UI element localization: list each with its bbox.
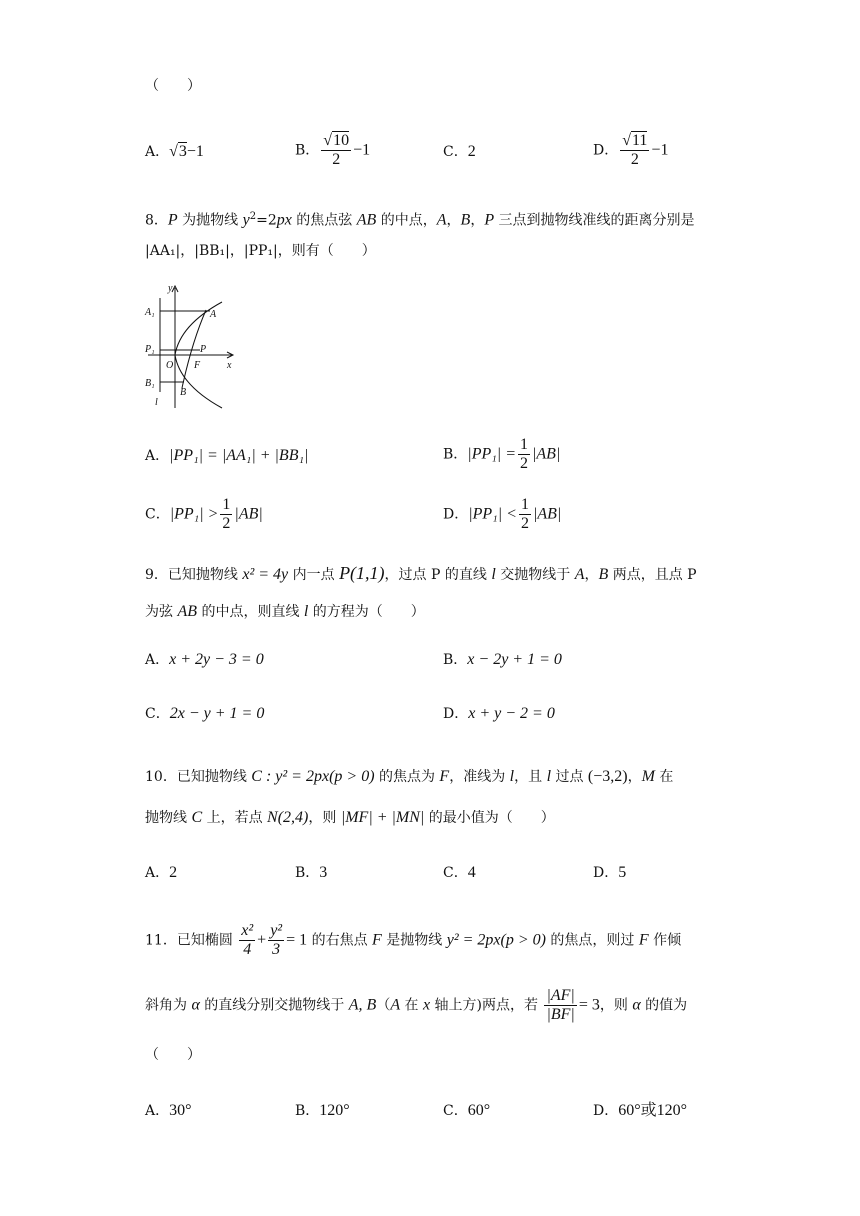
t: |PP₁| < (468, 505, 517, 523)
option-label: B． (295, 142, 320, 159)
t: (−3,2) (587, 768, 628, 785)
t: P(1,1) (339, 563, 385, 583)
t: ， (584, 567, 599, 583)
t: 为抛物线 (177, 212, 243, 229)
option-label: B． (295, 1103, 320, 1119)
t: ， (470, 212, 485, 229)
t: 两点，且点 P (608, 567, 697, 583)
q7-d-den: 2 (630, 151, 639, 168)
label-p1: P₁ (145, 344, 155, 355)
option-label: B． (295, 865, 320, 881)
t: 内一点 (288, 567, 340, 583)
q7-paren: （ ） (145, 78, 201, 94)
t: （ (376, 997, 391, 1014)
q7-c-val: 2 (467, 143, 476, 160)
t: |AB| (532, 445, 561, 463)
q9-option-c (145, 704, 264, 724)
t: ，过点 P 的直线 (384, 567, 492, 583)
t: |MF| + |MN| (340, 809, 425, 826)
q7-b-radicand: 10 (333, 132, 350, 149)
t: P (167, 211, 178, 229)
t: AB (356, 211, 377, 229)
t: ， (627, 769, 642, 785)
t: α (191, 996, 200, 1014)
t: |AF| (546, 987, 575, 1004)
t: 的焦点为 (374, 769, 440, 785)
label-b1: B₁ (145, 378, 155, 389)
t: 的值为 (640, 997, 688, 1014)
t: A (390, 996, 401, 1014)
t: l (303, 603, 309, 620)
q11-option-c (443, 1101, 490, 1121)
q8-parabola-figure (140, 280, 240, 415)
t: 60° (467, 1102, 491, 1119)
q10-option-d (593, 863, 626, 883)
option-label: D． (443, 706, 469, 722)
t: B (598, 566, 609, 583)
option-label: B． (443, 446, 468, 463)
t: 上，若点 (202, 810, 268, 826)
t: A (436, 211, 447, 229)
t: 60°或120° (618, 1102, 688, 1119)
q11-stem-line1 (145, 922, 681, 959)
t: 过点 (551, 769, 588, 785)
label-a: A (210, 309, 217, 320)
t: 2 (222, 515, 231, 532)
t: 在 (400, 997, 423, 1014)
t: 三点到抛物线准线的距离分别是 (494, 212, 695, 229)
t: ， (446, 212, 461, 229)
t: B (460, 211, 471, 229)
q9-stem-line2 (145, 602, 425, 622)
q9-stem-line1 (145, 563, 697, 585)
t: y² (270, 922, 283, 939)
t: N(2,4) (267, 809, 309, 826)
t: 1 (520, 496, 529, 513)
q7-option-b: B． $\frac{√10}{2}$ −1 (295, 132, 371, 168)
label-f: F (194, 360, 201, 371)
label-p: P (200, 344, 207, 355)
option-label: A． (145, 144, 170, 160)
t: px (276, 211, 292, 229)
label-l: l (155, 397, 158, 408)
t: l (491, 566, 496, 583)
t: y² = 2px(p > 0) (446, 931, 546, 949)
q7-d-rest: −1 (651, 141, 669, 159)
q11-paren: （ ） (145, 1047, 201, 1063)
t: 轴上方)两点，若 (430, 997, 543, 1014)
t: x (423, 996, 431, 1014)
label-b: B (180, 387, 187, 398)
q10-stem-line1 (145, 767, 673, 787)
t: ，则 (599, 997, 633, 1014)
t: 2 (169, 864, 178, 881)
t: 的方程为（ ） (308, 604, 425, 620)
t: 为弦 (145, 604, 178, 620)
t: C : y² = 2px(p > 0) (251, 768, 375, 785)
t: 的直线分别交抛物线于 (199, 997, 349, 1014)
t: 在 (654, 769, 674, 785)
option-label: D． (593, 1103, 619, 1119)
t: = 1 (286, 931, 308, 949)
q7-option-c (443, 142, 476, 162)
q7-option-a: A．√3−1 (145, 143, 204, 160)
q11-option-a (145, 1101, 192, 1121)
q10-stem-line2 (145, 808, 555, 828)
t: F (439, 768, 450, 785)
q10-option-a (145, 863, 177, 883)
option-label: D． (443, 506, 469, 523)
t: |PP₁| = (467, 445, 516, 463)
option-label: C． (145, 506, 170, 523)
t: x − 2y + 1 = 0 (467, 651, 562, 668)
t: 的中点，则直线 (197, 604, 304, 620)
q8-option-b (443, 436, 560, 473)
t: 5 (618, 864, 627, 881)
t: F (638, 931, 649, 949)
t: 1 (222, 496, 231, 513)
t: x² (241, 922, 254, 939)
t: 是抛物线 (381, 932, 447, 949)
t: 的中点， (376, 212, 437, 229)
q7-b-den: 2 (332, 151, 341, 168)
t: P (484, 211, 495, 229)
t: 作倾 (648, 932, 682, 949)
t: 交抛物线于 (495, 567, 575, 583)
t: 1 (520, 436, 528, 453)
q7-d-radicand: 11 (632, 132, 648, 149)
label-x: x (227, 360, 232, 371)
q10-option-b (295, 863, 327, 883)
option-label: C． (443, 865, 468, 881)
q8-number: 8． (145, 212, 168, 229)
t: l (546, 768, 552, 785)
t: A, B (348, 996, 377, 1014)
option-label: C． (443, 144, 468, 160)
label-o: O (166, 360, 174, 371)
q8-option-a (145, 446, 308, 466)
option-label: A． (145, 1103, 170, 1119)
t: 3 (272, 941, 281, 958)
q7-b-rest: −1 (353, 141, 371, 159)
t: 抛物线 (145, 810, 192, 826)
t: ，则 (308, 810, 341, 826)
t: l (509, 768, 515, 785)
q8-stem-line1 (145, 207, 695, 231)
t: = 3 (578, 996, 600, 1014)
q7-a-radicand: 3 (178, 143, 187, 160)
q9-option-b (443, 650, 562, 670)
t: x² = 4y (242, 566, 289, 583)
t: 30° (169, 1102, 192, 1119)
t: 3 (319, 864, 328, 881)
label-y: y (168, 283, 173, 294)
option-label: A． (145, 865, 170, 881)
q8-a-text: |PP₁| = |AA₁| + |BB₁| (169, 447, 309, 464)
q9-option-d (443, 704, 555, 724)
option-label: D． (593, 142, 619, 159)
t: 9．已知抛物线 (145, 567, 243, 583)
q11-option-d (593, 1101, 687, 1121)
q7-option-d: D． $\frac{√11}{2}$ −1 (593, 132, 669, 168)
q9-option-a (145, 650, 264, 670)
t: C (191, 809, 203, 826)
t: 4 (467, 864, 476, 881)
t: =2 (256, 212, 277, 229)
t: |PP₁| > (169, 505, 219, 523)
t: x + 2y − 3 = 0 (169, 651, 264, 668)
t: 120° (319, 1102, 350, 1119)
option-label: B． (443, 652, 468, 668)
t: 2x − y + 1 = 0 (169, 705, 265, 722)
q8-option-c (145, 496, 263, 533)
q10-option-c (443, 863, 476, 883)
q7-a-rest: −1 (186, 143, 204, 160)
q11-option-b (295, 1101, 350, 1121)
t: 2 (520, 455, 528, 472)
t: x + y − 2 = 0 (468, 705, 555, 722)
t: |AB| (532, 505, 562, 523)
t: + (257, 931, 267, 949)
option-label: D． (593, 865, 619, 881)
t: 斜角为 (145, 997, 192, 1014)
t: 4 (243, 941, 252, 958)
t: |BF| (546, 1006, 575, 1023)
q8-option-d (443, 496, 561, 533)
option-label: C． (443, 1103, 468, 1119)
option-label: A． (145, 448, 170, 464)
t: 11．已知椭圆 (145, 932, 238, 949)
t: |AB| (234, 505, 263, 523)
q8-stem-line2: |AA₁|，|BB₁|，|PP₁|，则有（ ） (145, 243, 376, 259)
t: 2 (249, 211, 257, 222)
t: 的最小值为（ ） (424, 810, 555, 826)
t: M (641, 768, 655, 785)
t: 的焦点，则过 (545, 932, 639, 949)
label-a1: A₁ (145, 307, 155, 318)
option-label: C． (145, 706, 170, 722)
t: 的焦点弦 (291, 212, 357, 229)
t: ，且 (514, 769, 547, 785)
t: y (242, 211, 250, 229)
t: 2 (520, 515, 529, 532)
t: F (372, 931, 382, 949)
t: 10．已知抛物线 (145, 769, 252, 785)
t: α (632, 996, 641, 1014)
option-label: A． (145, 652, 170, 668)
t: ，准线为 (449, 769, 510, 785)
t: A (574, 566, 585, 583)
t: 的右焦点 (307, 932, 373, 949)
q11-stem-line2 (145, 987, 687, 1024)
t: AB (177, 603, 197, 620)
